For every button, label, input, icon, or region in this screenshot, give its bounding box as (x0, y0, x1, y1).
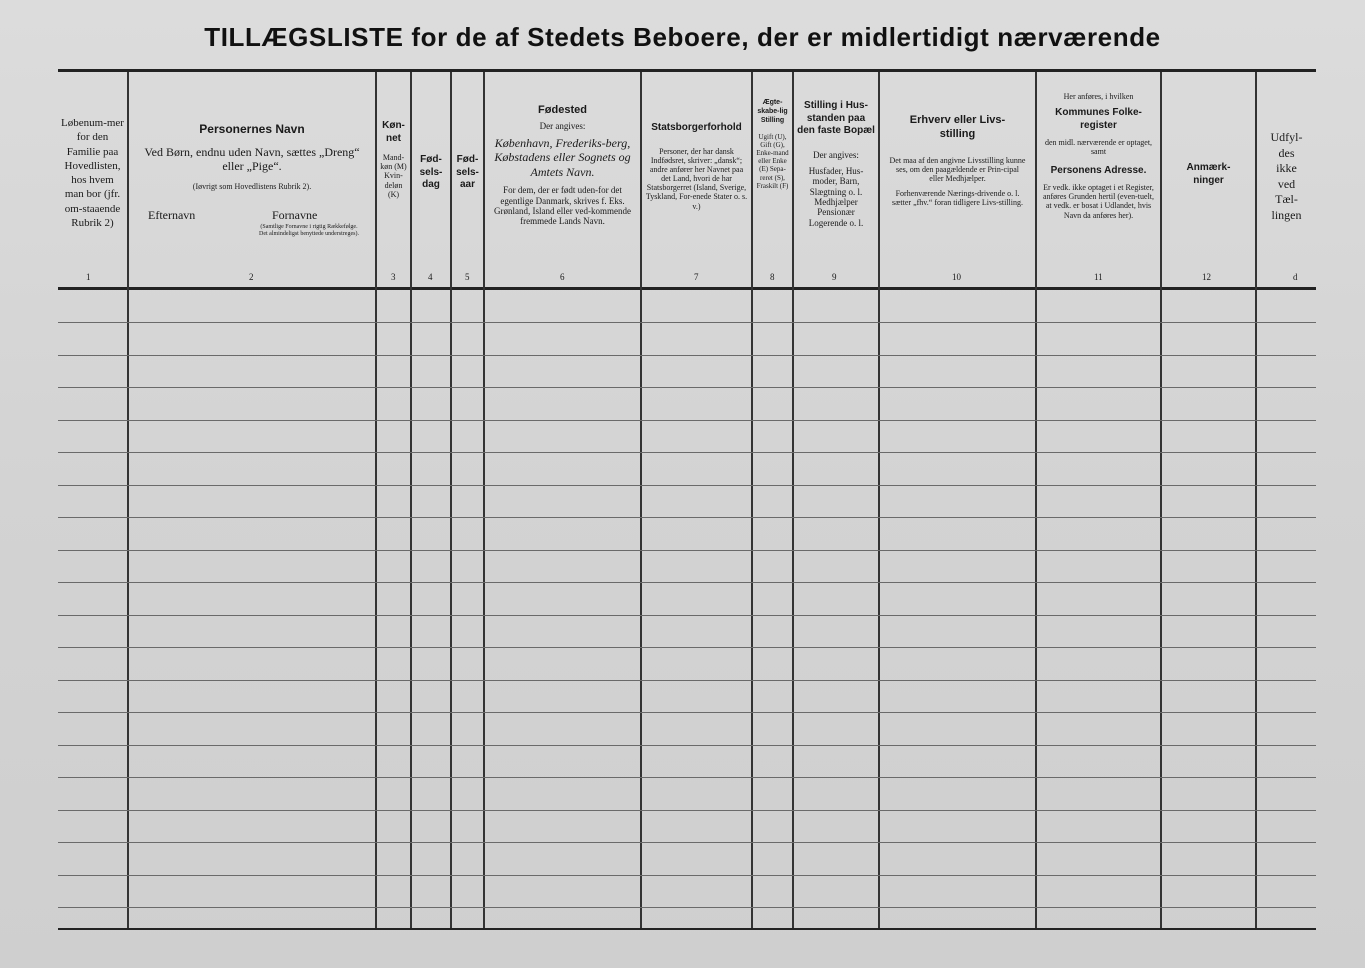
header-col-1 (58, 76, 127, 286)
table-row (58, 680, 1316, 681)
col-5-heading: Fød-sels-aar (456, 154, 479, 190)
col-1-text: Løbenum-mer for den Familie paa Hovedlisten, hos hvem man bor (jfr. om-staaende Rubrik 2) (61, 117, 124, 230)
header-col-6 (485, 76, 640, 286)
table-row (58, 517, 1316, 518)
table-row (58, 452, 1316, 453)
table-row (58, 810, 1316, 811)
table-row (58, 387, 1316, 388)
col-2-text: Ved Børn, endnu uden Navn, sættes „Dreng“ eller „Pige“. (144, 145, 360, 174)
table-row (58, 582, 1316, 583)
page-title: TILLÆGSLISTE for de af Stedets Beboere, der er midlertidigt nærværende (204, 22, 1161, 52)
col-11-text-b: Er vedk. ikke optaget i et Register, anføres Grunden hertil (even-tuelt, at vedk. er bosat i Udlandet, hvis Navn da anføres her). (1042, 183, 1155, 220)
col-8-text: Ugift (U), Gift (G), Enke-mand eller Enke (E) Sepa-reret (S), Fraskilt (F) (756, 133, 789, 190)
col-9-text-a: Der angives: (813, 149, 859, 160)
top-rule (58, 69, 1316, 72)
col-3-heading: Køn-net (382, 120, 405, 144)
table-row (58, 322, 1316, 323)
table-row (58, 485, 1316, 486)
col-11-heading2: Personens Adresse. (1050, 164, 1147, 176)
header-col-2 (129, 76, 375, 286)
col-number: 7 (694, 272, 699, 282)
header-col-5 (452, 76, 483, 286)
col-number: 3 (391, 272, 396, 282)
col-number: 2 (249, 272, 254, 282)
col-number: d (1293, 272, 1298, 282)
col-12-heading: Anmærk-ninger (1186, 162, 1231, 186)
table-row (58, 420, 1316, 421)
header-col-11 (1037, 76, 1160, 286)
col-7-heading: Statsborgerforhold (651, 122, 742, 133)
col-number: 11 (1094, 272, 1103, 282)
header-col-10 (880, 76, 1035, 286)
header-col-3 (377, 76, 410, 286)
col-9-heading: Stilling i Hus-standen paa den faste Bopæl (797, 100, 875, 136)
table-row (58, 875, 1316, 876)
table-row (58, 777, 1316, 778)
col-2-sub-efternavn: Efternavn (148, 207, 196, 222)
col-number: 10 (952, 272, 961, 282)
col-2-heading: Personernes Navn (199, 122, 305, 136)
col-2-sub-fornavne: Fornavne (272, 207, 318, 222)
header-col-8 (753, 76, 792, 286)
col-10-heading: Erhverv eller Livs-stilling (909, 114, 1006, 140)
col-2-note: (Iøvrigt som Hovedlistens Rubrik 2). (192, 181, 312, 191)
col-6-text-c: For dem, der er født uden-for det egentlige Danmark, skrives f. Eks. Grønland, Island eller ved-kommende fremmede Lands Navn. (494, 185, 631, 227)
col-number: 4 (428, 272, 433, 282)
header-col-7 (642, 76, 751, 286)
table-row (58, 550, 1316, 551)
header-bottom-rule (58, 287, 1316, 290)
col-11-text-a: den midl. nærværende er optaget, samt (1044, 138, 1153, 157)
table-row (58, 355, 1316, 356)
col-number: 1 (86, 272, 91, 282)
table-row (58, 907, 1316, 908)
col-8-heading: Ægte-skabe-lig Stilling (757, 99, 788, 125)
col-11-heading: Kommunes Folke-register (1055, 107, 1142, 131)
col-number: 9 (832, 272, 837, 282)
table-row (58, 647, 1316, 648)
header-col-9 (794, 76, 878, 286)
col-10-text-b: Forhenværende Nærings-drivende o. l. sætter „fhv.“ foran tidligere Livs-stilling. (891, 189, 1023, 208)
bottom-rule (58, 928, 1316, 930)
col-6-text-a: Der angives: (539, 120, 586, 131)
table-row (58, 842, 1316, 843)
col-number: 12 (1202, 272, 1211, 282)
col-number: 6 (560, 272, 565, 282)
col-10-text-a: Det maa af den angivne Livsstilling kunne ses, om den paagældende er Prin-cipal eller Medhjælper. (889, 155, 1026, 183)
col-6-text-b: København, Frederiks-berg, Købstadens eller Sognets og Amtets Navn. (494, 136, 631, 179)
col-d-text: Udfyl-des ikke ved Tæl-lingen (1270, 130, 1303, 222)
table-row (58, 745, 1316, 746)
col-6-heading: Fødested (538, 104, 587, 116)
col-2-sub-fornavne-note: (Samtlige Fornavne i rigtig Rækkefølge. Det almindeligst benyttede understreges). (259, 223, 359, 237)
col-11-heading-pre: Her anføres, i hvilken (1063, 92, 1134, 101)
table-row (58, 712, 1316, 713)
col-9-text-b: Husfader, Hus-moder, Barn, Slægtning o. l. Medhjælper Pensionær Logerende o. l. (808, 165, 864, 228)
col-number: 5 (465, 272, 470, 282)
col-number: 8 (770, 272, 775, 282)
table-row (58, 615, 1316, 616)
header-col-4 (412, 76, 450, 286)
header-col-d (1257, 76, 1316, 286)
col-3-text: Mand-køn (M) Kvin-deløn (K) (380, 153, 407, 199)
col-7-text: Personer, der har dansk Indfødsret, skriver: „dansk“; andre anfører her Navnet paa det Land, hvori de har Statsborgerret (Island, Sverige, Tyskland, For-enede Stater o. s. v.) (645, 146, 748, 211)
header-col-12 (1162, 76, 1255, 286)
col-4-heading: Fød-sels-dag (419, 154, 443, 190)
